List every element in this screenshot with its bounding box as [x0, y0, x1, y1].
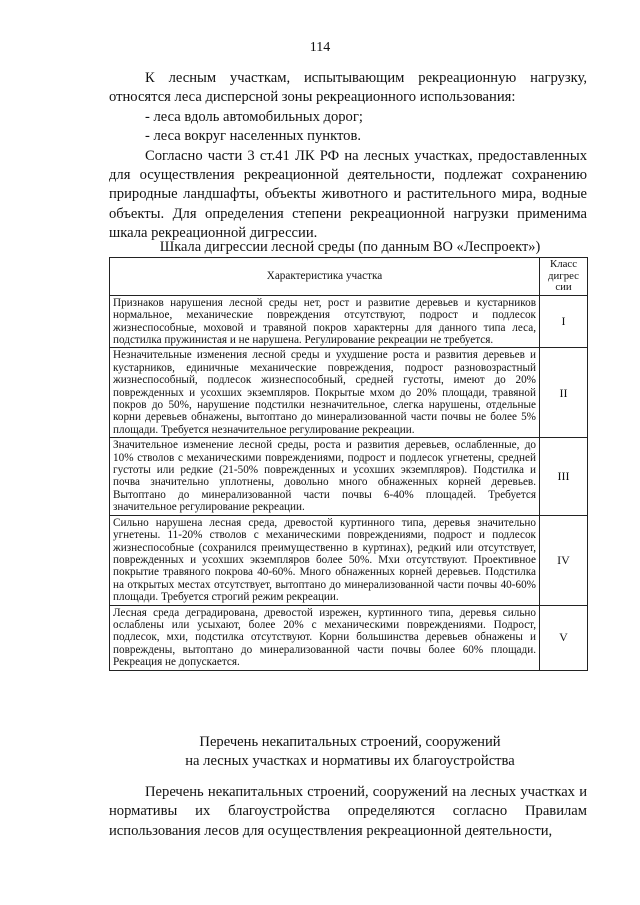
table-caption: Шкала дигрессии лесной среды (по данным ВО «Леспроект») [159, 239, 541, 255]
bullet-roads: - леса вдоль автомобильных дорог; [145, 108, 363, 125]
section-title [110, 733, 590, 772]
section-title-line-1: Перечень некапитальных строений, сооружений [199, 734, 501, 750]
digression-scale-table [109, 257, 588, 671]
intro-paragraph-1: К лесным участкам, испытывающим рекреационную нагрузку, относятся леса дисперсной зоны рекреационного использования: [109, 70, 587, 106]
row-class: III [540, 438, 588, 515]
header-characteristic: Характеристика участка [110, 258, 540, 296]
header-class: Класс дигрес сии [540, 258, 588, 296]
table-row [110, 515, 588, 605]
row-class: II [540, 348, 588, 438]
table-row [110, 605, 588, 670]
table-row [110, 348, 588, 438]
intro-text [109, 69, 587, 244]
row-description: Лесная среда деградирована, древостой изрежен, куртинного типа, деревья сильно ослаблены или усыхают, более 20% с механическими повреждениями. Подрост, подлесок, мхи, подстилка отсутствуют. Корни большинства деревьев обнажены и повреждены, вытоптано до минерализованной части почвы более 60% площади. Рекреация не допускается. [110, 605, 540, 670]
page-number: 114 [309, 40, 331, 55]
row-class: V [540, 605, 588, 670]
row-description: Значительное изменение лесной среды, роста и развития деревьев, ослабленные, до 10% стволов с механическими повреждениями, подрост и подлесок угнетены, средней густоты или редкие (21-50% поврежденных и усохших экземпляров). Подстилка и почва значительно уплотнены, довольно много обнаженных корней деревьев. Вытоптано до минерализованной части почвы 6-40% площадей. Требуется значительное регулирование рекреации. [110, 438, 540, 515]
row-description: Признаков нарушения лесной среды нет, рост и развитие деревьев и кустарников нормальное, механические повреждения отсутствуют, подрост и подлесок жизнеспособные, моховой и травяной покров характерны для данного типа леса, подстилка пружинистая и не нарушена. Регулирование рекреации не требуется. [110, 295, 540, 348]
table-row [110, 295, 588, 348]
table-row [110, 438, 588, 515]
row-class: IV [540, 515, 588, 605]
outro-paragraph: Перечень некапитальных строений, сооружений на лесных участках и нормативы их благоустройства определяются согласно Правилам использования лесов для осуществления рекреационной деятельности, [109, 784, 587, 839]
row-class: I [540, 295, 588, 348]
table-header-row [110, 258, 588, 296]
row-description: Незначительные изменения лесной среды и ухудшение роста и развития деревьев и кустарников, единичные механические повреждения, подрост разновозрастный жизнеспособный, подлесок жизнеспособный, средней густоты, имеют до 20% поврежденных и усохших экземпляров. Покрытые мхом до 20% площади, травяной покров до 50%, нарушение подстилки незначительное, слегка нарушены, отдельные корни деревьев обнажены, вытоптано до минерализованной части почвы не более 5% площади. Требуется незначительное регулирование рекреации. [110, 348, 540, 438]
intro-paragraph-2: Согласно части 3 ст.41 ЛК РФ на лесных участках, предоставленных для осуществления рекреационной деятельности, подлежат сохранению природные ландшафты, объекты животного и растительного мира, водные объекты. Для определения степени рекреационной нагрузки применима шкала рекреационной дигрессии. [109, 147, 587, 242]
bullet-settlements: - леса вокруг населенных пунктов. [145, 128, 362, 145]
outro-text [109, 783, 587, 841]
row-description: Сильно нарушена лесная среда, древостой куртинного типа, деревья значительно угнетены. 11-20% стволов с механическими повреждениями, подрост и подлесок жизнеспособные (сохранился преимущественно в куртинах), редкий или отсутствует, поврежденных и усохших экземпляров более 50%. Мхи отсутствуют. Проективное покрытие травяного покрова 40-60%. Много обнаженных корней деревьев. Подстилка на открытых местах отсутствует, вытоптано до минерализованной части почвы 40-60% площади. Требуется строгий режим рекреации. [110, 515, 540, 605]
section-title-line-2: на лесных участках и нормативы их благоустройства [185, 753, 515, 770]
